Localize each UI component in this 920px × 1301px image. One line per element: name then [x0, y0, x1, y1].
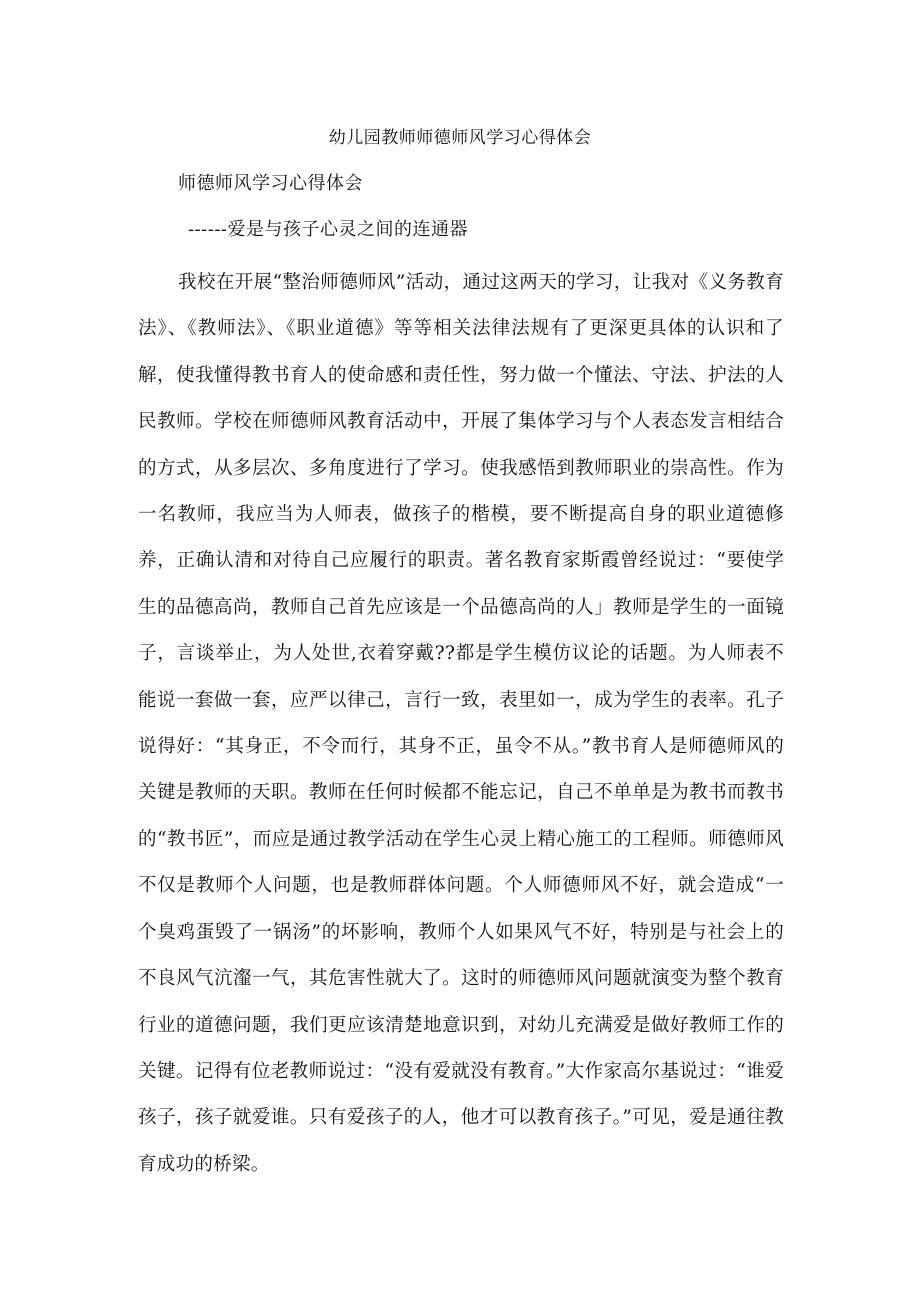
document-title: 幼儿园教师师德师风学习心得体会 — [328, 128, 592, 148]
body-paragraph: 我校在开展“整治师德师风”活动，通过这两天的学习，让我对《义务教育法》、《教师法》、《职业道德》等等相关法律法规有了更深更具体的认识和了解，使我懂得教书育人的使命感和责任性，努力做一个懂法、守法、护法的人民教师。学校在师德师风教育活动中，开展了集体学习与个人表态发言相结合的方式，从多层次、多角度进行了学习。使我感悟到教师职业的崇高性。作为一名教师，我应当为人师表，做孩子的楷模，要不断提高自身的职业道德修养，正确认清和对待自己应履行的职责。著名教育家斯霞曾经说过：“要使学生的品德高尚，教师自己首先应该是一个品德高尚的人」教师是学生的一面镜子，言谈举止，为人处世,衣着穿戴??都是学生模仿议论的话题。为人师表不能说一套做一套，应严以律己，言行一致，表里如一，成为学生的表率。孔子说得好：“其身正，不令而行，其身不正，虽令不从。”教书育人是师德师风的关键是教师的天职。教师在任何时候都不能忘记，自己不单单是为教书而教书的“教书匠”，而应是通过教学活动在学生心灵上精心施工的工程师。师德师风不仅是教师个人问题，也是教师群体问题。个人师德师风不好，就会造成“一个臭鸡蛋毁了一锅汤”的坏影响，教师个人如果风气不好，特别是与社会上的不良风气沆瀣一气，其危害性就大了。这时的师德师风问题就演变为整个教育行业的道德问题，我们更应该清楚地意识到，对幼儿充满爱是做好教师工作的关键。记得有位老教师说过：“没有爱就没有教育。”大作家高尔基说过：“谁爱孩子，孩子就爱谁。只有爱孩子的人，他才可以教育孩子。”可见，爱是通往教育成功的桥梁。 — [138, 272, 784, 1175]
document-subtitle: ------爱是与孩子心灵之间的连通器 — [188, 219, 468, 240]
section-title: 师德师风学习心得体会 — [178, 173, 363, 194]
